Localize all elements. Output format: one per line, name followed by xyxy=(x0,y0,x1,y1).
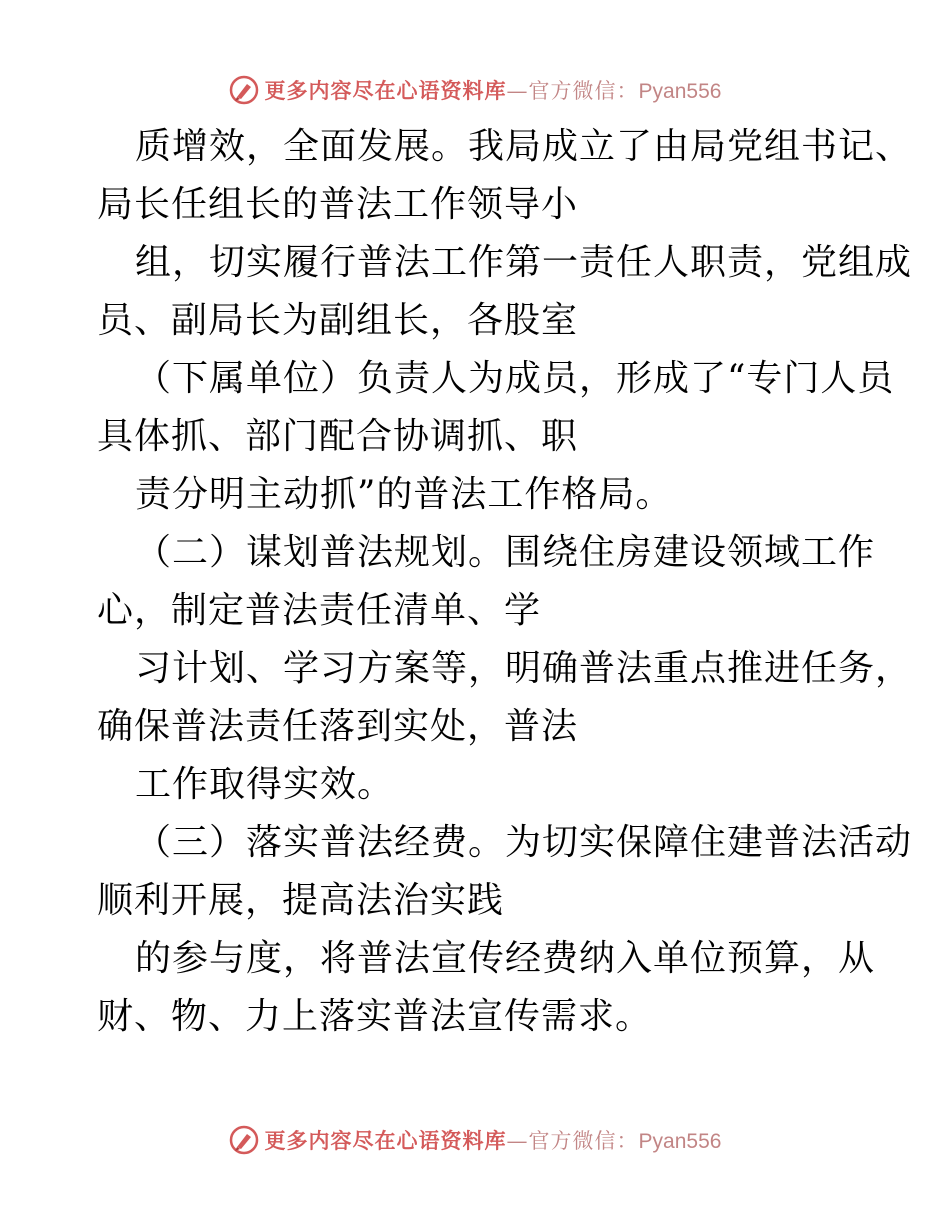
footer-brand-main: 更多内容尽在心语资料库 xyxy=(264,1128,507,1153)
body-line: （三）落实普法经费。为切实保障住建普法活动 xyxy=(135,822,913,863)
body-line: 心，制定普法责任清单、学 xyxy=(97,590,542,631)
body-line: 顺利开展，提高法治实践 xyxy=(97,880,505,921)
body-line: （下属单位）负责人为成员，形成了“专门人员 xyxy=(135,358,895,399)
body-line: 组，切实履行普法工作第一责任人职责，党组成 xyxy=(135,242,913,283)
header-banner xyxy=(0,70,950,110)
footer-banner xyxy=(0,1120,950,1160)
footer-brand-sub: —官方微信： xyxy=(506,1129,639,1153)
body-line: 财、物、力上落实普法宣传需求。 xyxy=(97,996,653,1037)
header-brand-id: Pyan556 xyxy=(638,80,722,103)
body-line: 确保普法责任落到实处，普法 xyxy=(97,706,579,747)
header-brand-sub: —官方微信： xyxy=(506,79,639,103)
body-line: 习计划、学习方案等，明确普法重点推进任务， xyxy=(135,648,913,689)
footer-brand-text xyxy=(265,1125,722,1155)
header-brand-text xyxy=(265,75,722,105)
document-body xyxy=(97,118,913,1046)
body-line: 责分明主动抓”的普法工作格局。 xyxy=(135,474,673,515)
pen-nib-logo-icon xyxy=(229,1125,259,1155)
footer-brand-id: Pyan556 xyxy=(638,1130,722,1153)
body-line: 局长任组长的普法工作领导小 xyxy=(97,184,579,225)
body-line: 工作取得实效。 xyxy=(135,764,395,805)
body-line: （二）谋划普法规划。围绕住房建设领域工作 xyxy=(135,532,876,573)
body-line: 具体抓、部门配合协调抓、职 xyxy=(97,416,579,457)
body-line: 质增效，全面发展。我局成立了由局党组书记、 xyxy=(135,126,913,167)
pen-nib-logo-icon xyxy=(229,75,259,105)
body-line: 的参与度，将普法宣传经费纳入单位预算，从 xyxy=(135,938,876,979)
body-line: 员、副局长为副组长，各股室 xyxy=(97,300,579,341)
header-brand-main: 更多内容尽在心语资料库 xyxy=(264,78,507,103)
